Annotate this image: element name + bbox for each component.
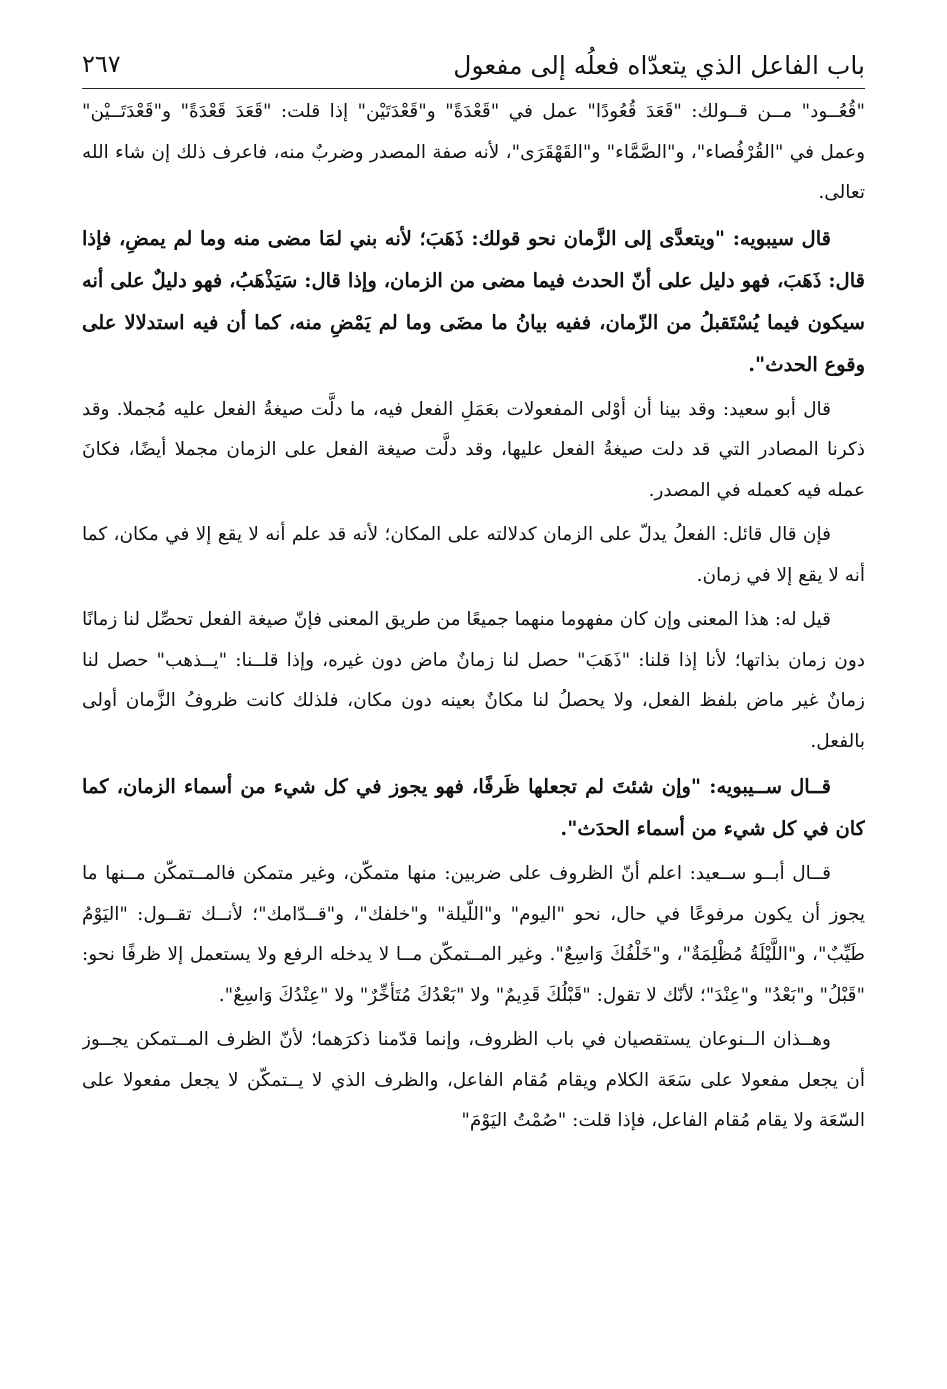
paragraph: وهــذان الــنوعان يستقصيان في باب الظروف، وإنما قدّمنا ذكرَهما؛ لأنّ الظرف المــتمكن يجــوز أن يجعل مفعولا على سَعَة الكلام ويقام مُقام الفاعل، والظرف الذي لا يــتمكّن لا يجعل مفعولا على السّعَة ولا يقام مُقام الفاعل، فإذا قلت: "صُمْتُ اليَوْمَ" <box>82 1029 865 1131</box>
page-number: ٢٦٧ <box>82 50 121 78</box>
page-body <box>82 92 865 1373</box>
running-title: باب الفاعل الذي يتعدّاه فعلُه إلى مفعول <box>453 51 865 80</box>
paragraph: فإن قال قائل: الفعلُ يدلّ على الزمان كدلالته على المكان؛ لأنه قد علم أنه لا يقع إلا في مكان، كما أنه لا يقع إلا في زمان. <box>82 524 865 586</box>
paragraph: "قُعُــود" مــن قــولك: "قَعَدَ قُعُودًا" عمل في "قَعْدَةً" و"قَعْدَتَيْن" إذا قلت: "قَعَدَ قَعْدَةً" و"قَعْدَتَــيْن" وعمل في "القُرْفُصاء"، و"الصَّمَّاء" و"القَهْقَرَى"، لأنه صفة المصدر وضربٌ منه، فاعرف ذلك إن شاء الله تعالى. <box>82 101 865 203</box>
paragraph: قال أبو سعيد: وقد بينا أن أوْلى المفعولات بعَمَلِ الفعل فيه، ما دلَّت صيغةُ الفعل عليه مُجملا. وقد ذكرنا المصادر التي قد دلت صيغةُ الفعل عليها، وقد دلَّت صيغة الفعل على الزمان مجملا أيضًا، فكانَ عمله فيه كعمله في المصدر. <box>82 398 865 501</box>
page-header <box>82 28 865 89</box>
paragraph: قيل له: هذا المعنى وإن كان مفهوما منهما جميعًا من طريق المعنى فإنّ صيغة الفعل تحصِّل لنا زمانًا دون زمان بذاتها؛ لأنا إذا قلنا: "ذَهَبَ" حصل لنا زمانٌ ماض دون غيره، وإذا قلــنا: "يــذهب" حصل لنا زمانٌ غير ماض بلفظ الفعل، ولا يحصلُ لنا مكانٌ بعينه دون مكان، فلذلك كانت ظروفُ الزَّمان أولى بالفعل. <box>82 609 865 752</box>
paragraph: قــال أبــو ســعيد: اعلم أنّ الظروف على ضربين: منها متمكّن، وغير متمكن فالمــتمكّن مــنها ما يجوز أن يكون مرفوعًا في حال، نحو "اليوم" و"اللّيلة" و"خلفك"، و"قــدّامك"؛ لأنــك تقــول: "اليَوْمُ طَيِّبٌ"، و"اللَّيْلَةُ مُظْلِمَةٌ"، و"خَلْفُكَ وَاسِعٌ". وغير المــتمكّن مــا لا يدخله الرفع ولا يستعمل إلا ظرفًا نحو: "قَبْلُ" و"بَعْدُ" و"عِنْدَ"؛ لأنّك لا تقول: "قَبْلُكَ قَدِيمٌ" ولا "بَعْدُكَ مُتَأخِّرٌ" ولا "عِنْدُكَ وَاسِعٌ". <box>82 863 865 1006</box>
quote-paragraph: قال سيبويه: "ويتعدَّى إلى الزَّمان نحو قولك: ذَهَبَ؛ لأنه بني لمَا مضى منه وما لم يمضِ، فإذا قال: ذَهَبَ، فهو دليل على أنّ الحدث فيما مضى من الزمان، وإذا قال: سَيَذْهَبُ، فهو دليلٌ على أنه سيكون فيما يُسْتَقبلُ من الزّمان، ففيه بيانُ ما مضَى وما لم يَمْضِ منه، كما أن فيه استدلالا على وقوع الحدث". <box>82 226 865 376</box>
quote-paragraph: قــال ســيبويه: "وإن شئتَ لم تجعلها ظَرفًا، فهو يجوز في كل شيء من أسماء الزمان، كما كان في كل شيء من أسماء الحدَث". <box>82 775 865 840</box>
